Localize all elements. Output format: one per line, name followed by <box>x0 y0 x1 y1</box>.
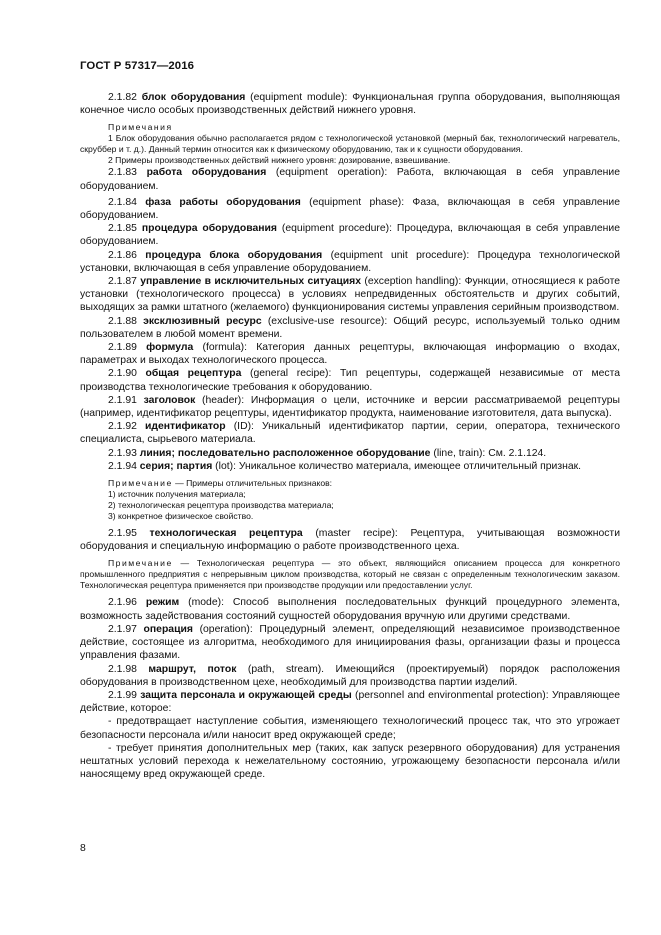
entry-2-1-90: 2.1.90 общая рецептура (general recipe): Тип рецептуры, содержащей независимые от места производства технологические требования к оборудованию. <box>80 368 621 393</box>
entry-2-1-96: 2.1.96 режим (mode): Способ выполнения последовательных функций процедурного элемента, возможность задействования состояний сущностей оборудования вручную или другими средствами. <box>80 597 620 622</box>
note-text: Примечание — Технологическая рецептура — это объект, являющийся описанием процесса для конкретного промышленного предприятия с непрерывным циклом производства, который не связан с определенным технологическим заказом. Технологическая рецептура применяется при производстве продукции или предоставлении услуг. <box>80 558 620 591</box>
entry-2-1-99: 2.1.99 защита персонала и окружающей среды (personnel and environmental protection): Управляющее действие, которое: <box>80 689 621 715</box>
document-header: ГОСТ Р 57317—2016 <box>80 60 195 72</box>
entry-2-1-95: 2.1.95 технологическая рецептура (master recipe): Рецептура, учитывающая возможности оборудования и специальную информацию о работе производственного цеха. <box>80 528 620 553</box>
entry-2-1-91: 2.1.91 заголовок (header): Информация о цели, источнике и версии рассматриваемой рецептуры (например, идентификатор рецептуры, идентификатор продукта, наименование изготовителя, дата выпуска). <box>80 394 620 420</box>
entry-2-1-87: 2.1.87 управление в исключительных ситуациях (exception handling): Функции, относящиеся к работе установки (технологического процесса) в условиях непредвиденных обстоятельств и других событий, выходящих за рамки штатного (желаемого) функционирования системы управления серийным производством. <box>80 276 620 314</box>
note-list-item: 3) конкретное физическое свойство. <box>108 511 254 522</box>
note-list-item: 1) источник получения материала; <box>108 489 246 500</box>
document-body <box>80 91 620 781</box>
note-heading: Примечания <box>108 122 173 133</box>
entry-2-1-89: 2.1.89 формула (formula): Категория данных рецептуры, включающая информацию о входах, параметрах и выходах технологического процесса. <box>80 342 620 367</box>
entry-2-1-82: 2.1.82 блок оборудования (equipment module): Функциональная группа оборудования, выполняющая конечное число особых производственных действий нижнего уровня. <box>80 92 620 117</box>
entry-2-1-85: 2.1.85 процедура оборудования (equipment procedure): Процедура, включающая в себя управление оборудованием. <box>80 223 621 248</box>
entry-list-item: - предотвращает наступление события, изменяющего технологический процесс так, что это угрожает безопасности персонала и/или наносит вред окружающей среде; <box>80 716 620 741</box>
note-list-item: 2) технологическая рецептура производства материала; <box>108 500 334 511</box>
note-heading: Примечание — Примеры отличительных признаков: <box>108 478 333 489</box>
note-item: 1 Блок оборудования обычно располагается рядом с технологической установкой (мерный бак, технологический нагреватель, скруббер и т. д.). Данный термин относится как к физическому оборудованию, так и к сущности оборудования. <box>80 133 620 155</box>
entry-2-1-93: 2.1.93 линия; последовательно расположенное оборудование (line, train): См. 2.1.124. <box>108 447 547 459</box>
entry-2-1-86: 2.1.86 процедура блока оборудования (equipment unit procedure): Процедура технологической установки, включающая в себя управление оборудованием. <box>80 249 621 274</box>
entry-list-item: - требует принятия дополнительных мер (таких, как запуск резервного оборудования) для устранения нештатных условий перехода к нежелательному состоянию, угрожающему безопасности персонала и/или наносящему вред окружающей среде. <box>80 742 620 781</box>
entry-2-1-84: 2.1.84 фаза работы оборудования (equipment phase): Фаза, включающая в себя управление оборудованием. <box>80 196 621 222</box>
entry-2-1-92: 2.1.92 идентификатор (ID): Уникальный идентификатор партии, серии, оператора, технического специалиста, сырьевого материала. <box>80 421 620 446</box>
entry-2-1-98: 2.1.98 маршрут, поток (path, stream). Имеющийся (проектируемый) порядок расположения оборудования в производственном цехе, необходимый для производства партии изделий. <box>80 663 621 688</box>
note-item: 2 Примеры производственных действий нижнего уровня: дозирование, взвешивание. <box>108 155 451 166</box>
entry-2-1-83: 2.1.83 работа оборудования (equipment operation): Работа, включающая в себя управление оборудованием. <box>80 167 621 192</box>
page-number: 8 <box>80 843 86 854</box>
entry-2-1-94: 2.1.94 серия; партия (lot): Уникальное количество материала, имеющее отличительный признак. <box>108 460 582 472</box>
entry-2-1-88: 2.1.88 эксклюзивный ресурс (exclusive-use resource): Общий ресурс, используемый только одним пользователем в любой момент времени. <box>80 315 620 340</box>
entry-2-1-97: 2.1.97 операция (operation): Процедурный элемент, определяющий независимое производственное действие, состоящее из алгоритма, необходимого для инициирования фазы, организации фазы и процесса управления фазами. <box>80 623 620 662</box>
